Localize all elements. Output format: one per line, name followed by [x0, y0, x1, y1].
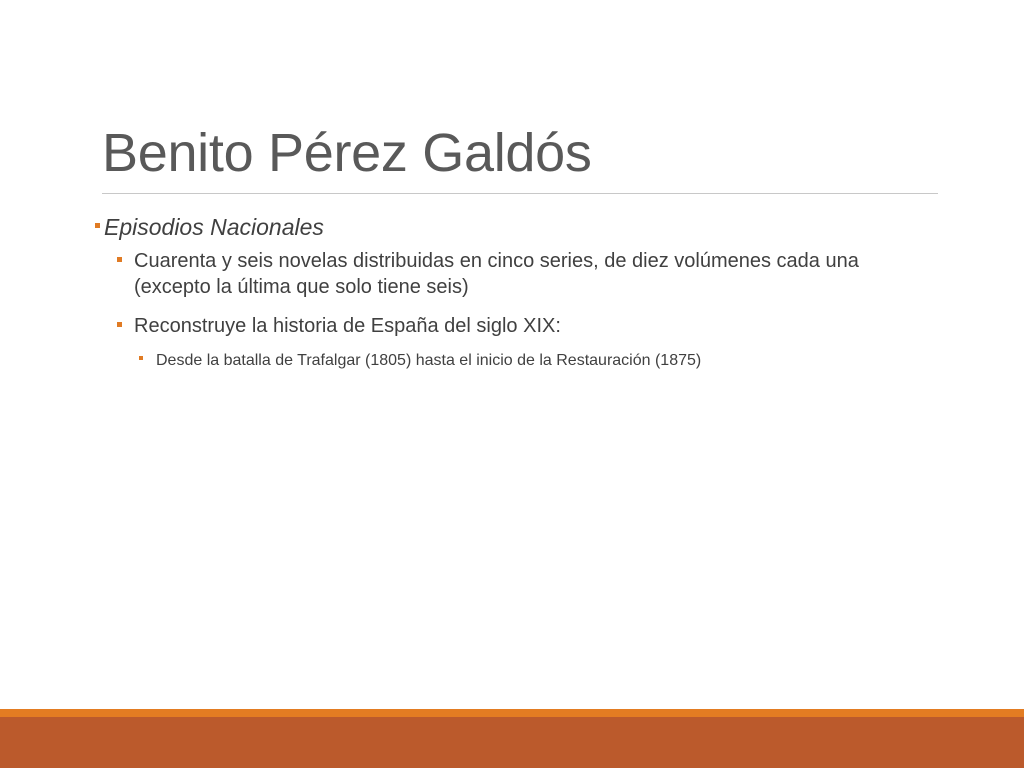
bullet-level2-item: Reconstruye la historia de España del siglo XIX: — [134, 315, 561, 337]
bullet-marker — [117, 257, 122, 262]
footer-bar — [0, 717, 1024, 768]
bullet-marker — [139, 356, 143, 360]
bullet-level1: Episodios Nacionales — [104, 214, 324, 240]
bullet-level2-item: Cuarenta y seis novelas distribuidas en cinco series, de diez volúmenes cada una (excepto la última que solo tiene seis) — [134, 250, 859, 298]
footer-accent-bar — [0, 709, 1024, 717]
bullet-marker — [95, 223, 100, 228]
bullet-level3-item: Desde la batalla de Trafalgar (1805) hasta el inicio de la Restauración (1875) — [156, 352, 702, 369]
title-divider — [102, 193, 938, 194]
bullet-marker — [117, 322, 122, 327]
slide-title: Benito Pérez Galdós — [102, 123, 592, 183]
